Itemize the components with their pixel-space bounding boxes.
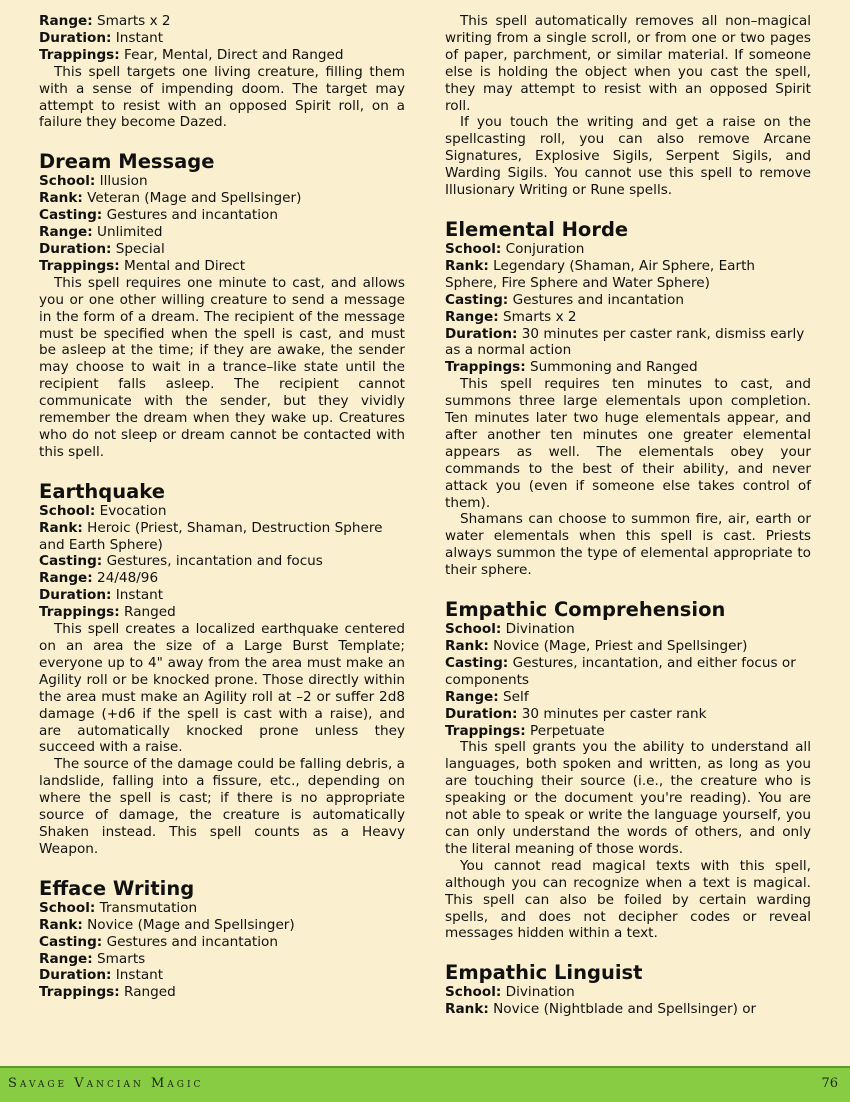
spell-description: This spell targets one living creature, filling them with a sense of impending doom. The target may attempt to resist with an opposed Spirit roll, on a failure they become Dazed.: [39, 63, 405, 131]
stat-school: School: Evocation: [39, 502, 167, 519]
stat-trappings: Trappings: Summoning and Ranged: [445, 359, 698, 376]
stat-duration: Duration: Special: [39, 240, 165, 257]
stat-range: Range: Smarts x 2: [39, 13, 171, 29]
stat-school: School: Illusion: [39, 173, 148, 190]
stat-rank: Rank: Heroic (Priest, Shaman, Destruction Sphere and Earth Sphere): [39, 519, 383, 553]
stat-trappings: Trappings: Mental and Direct: [39, 257, 246, 274]
stat-range: Range: Smarts x 2: [445, 308, 577, 325]
spell-description: You cannot read magical texts with this spell, although you can recognize when a text is magical. This spell can also be foiled by certain warding spells, and does not decipher codes or reveal messages hidden within a text.: [445, 857, 811, 942]
right-column: [445, 13, 811, 1018]
spell-description: This spell requires ten minutes to cast, and summons three large elementals upon completion. Ten minutes later two huge elementals appear, and after another ten minutes one greater elemental appears as well. The elementals obey your commands to the best of their ability, and never attack you (even if someone else takes control of them).: [445, 376, 811, 511]
page-footer: [0, 1066, 850, 1102]
page-number: 76: [821, 1076, 838, 1091]
stat-school: School: Conjuration: [445, 240, 585, 257]
stat-rank: Rank: Novice (Mage, Priest and Spellsinger): [445, 638, 748, 654]
stat-casting: Casting: Gestures, incantation and focus: [39, 553, 323, 570]
spell-title: Empathic Comprehension: [445, 598, 726, 622]
stat-range: Range: Unlimited: [39, 224, 163, 241]
stat-range: Range: 24/48/96: [39, 570, 159, 587]
stat-school: School: Divination: [445, 621, 575, 638]
spell-block-earthquake: [39, 481, 405, 858]
spell-title: Earthquake: [39, 479, 165, 503]
stat-trappings: Trappings: Ranged: [39, 984, 176, 1001]
stat-rank: Rank: Veteran (Mage and Spellsinger): [39, 190, 302, 207]
spell-description: This spell grants you the ability to understand all languages, both spoken and written, as long as you are touching their source (i.e., the creature who is speaking or the document you're reading). You are not able to speak or write the language yourself, you can only understand the words of others, and only the literal meaning of those words.: [445, 739, 811, 857]
stat-rank: Rank: Legendary (Shaman, Air Sphere, Earth Sphere, Fire Sphere and Water Sphere): [445, 257, 756, 291]
stat-school: School: Transmutation: [39, 899, 198, 916]
stat-school: School: Divination: [445, 984, 575, 1001]
spell-block-prev: [39, 13, 405, 131]
spell-description: The source of the damage could be falling debris, a landslide, falling into a fissure, etc., depending on where the spell is cast; if there is no appropriate source of damage, the creature is automatically Shaken instead. This spell counts as a Heavy Weapon.: [39, 756, 405, 857]
stat-range: Range: Self: [445, 688, 529, 705]
stat-duration: Duration: Instant: [39, 587, 164, 604]
spell-title: Efface Writing: [39, 876, 195, 900]
stat-duration: Duration: 30 minutes per caster rank: [445, 705, 707, 722]
stat-casting: Casting: Gestures and incantation: [39, 207, 278, 224]
spell-block-empathic-comprehension: [445, 599, 811, 942]
stat-casting: Casting: Gestures and incantation: [445, 291, 684, 308]
stat-casting: Casting: Gestures, incantation, and either focus or components: [445, 654, 796, 688]
stat-range: Range: Smarts: [39, 950, 146, 967]
stat-rank: Rank: Novice (Mage and Spellsinger): [39, 916, 295, 933]
spell-block-empathic-linguist: [445, 962, 811, 1018]
spell-block-elemental-horde: [445, 219, 811, 579]
spell-block-efface-writing-cont: [445, 13, 811, 199]
stat-duration: Duration: 30 minutes per caster rank, dismiss early as a normal action: [445, 325, 805, 359]
spell-title: Elemental Horde: [445, 217, 629, 241]
spell-title: Empathic Linguist: [445, 961, 643, 985]
spell-block-efface-writing: [39, 878, 405, 1001]
stat-rank: Rank: Novice (Nightblade and Spellsinger) or: [445, 1001, 757, 1018]
left-column: [39, 13, 405, 1001]
spell-title: Dream Message: [39, 150, 215, 174]
spell-block-dream-message: [39, 151, 405, 460]
stat-trappings: Trappings: Perpetuate: [445, 722, 605, 739]
spell-description: If you touch the writing and get a raise on the spellcasting roll, you can also remove Arcane Signatures, Explosive Sigils, Serpent Sigils, and Warding Sigils. You cannot use this spell to remove Illusionary Writing or Rune spells.: [445, 114, 811, 199]
spell-description: This spell automatically removes all non–magical writing from a single scroll, or from one or two pages of paper, parchment, or similar material. If someone else is holding the object when you cast the spell, they may attempt to resist with an opposed Spirit roll.: [445, 13, 811, 114]
spell-description: This spell creates a localized earthquake centered on an area the size of a Large Burst Template; everyone up to 4" away from the area must make an Agility roll or be knocked prone. Those directly within the area must make an Agility roll at –2 or suffer 2d8 damage (+d6 if the spell is cast with a raise), and are automatically knocked prone unless they succeed with a raise.: [39, 621, 405, 756]
stat-casting: Casting: Gestures and incantation: [39, 933, 278, 950]
stat-trappings: Trappings: Ranged: [39, 604, 176, 621]
book-title: Savage Vancian Magic: [8, 1076, 204, 1091]
spell-description: Shamans can choose to summon fire, air, earth or water elementals when this spell is cast. Priests always summon the type of elemental appropriate to their sphere.: [445, 511, 811, 579]
spell-description: This spell requires one minute to cast, and allows you or one other willing creature to send a message in the form of a dream. The recipient of the message must be specified when the spell is cast, and must be asleep at the time; if they are awake, the sender may choose to wait in a trance–like state until the recipient falls asleep. The recipient cannot communicate with the sender, but they vividly remember the dream when they wake up. Creatures who do not sleep or dream cannot be contacted with this spell.: [39, 274, 405, 460]
stat-trappings: Trappings: Fear, Mental, Direct and Ranged: [39, 46, 344, 63]
stat-duration: Duration: Instant: [39, 29, 164, 46]
stat-duration: Duration: Instant: [39, 967, 164, 984]
